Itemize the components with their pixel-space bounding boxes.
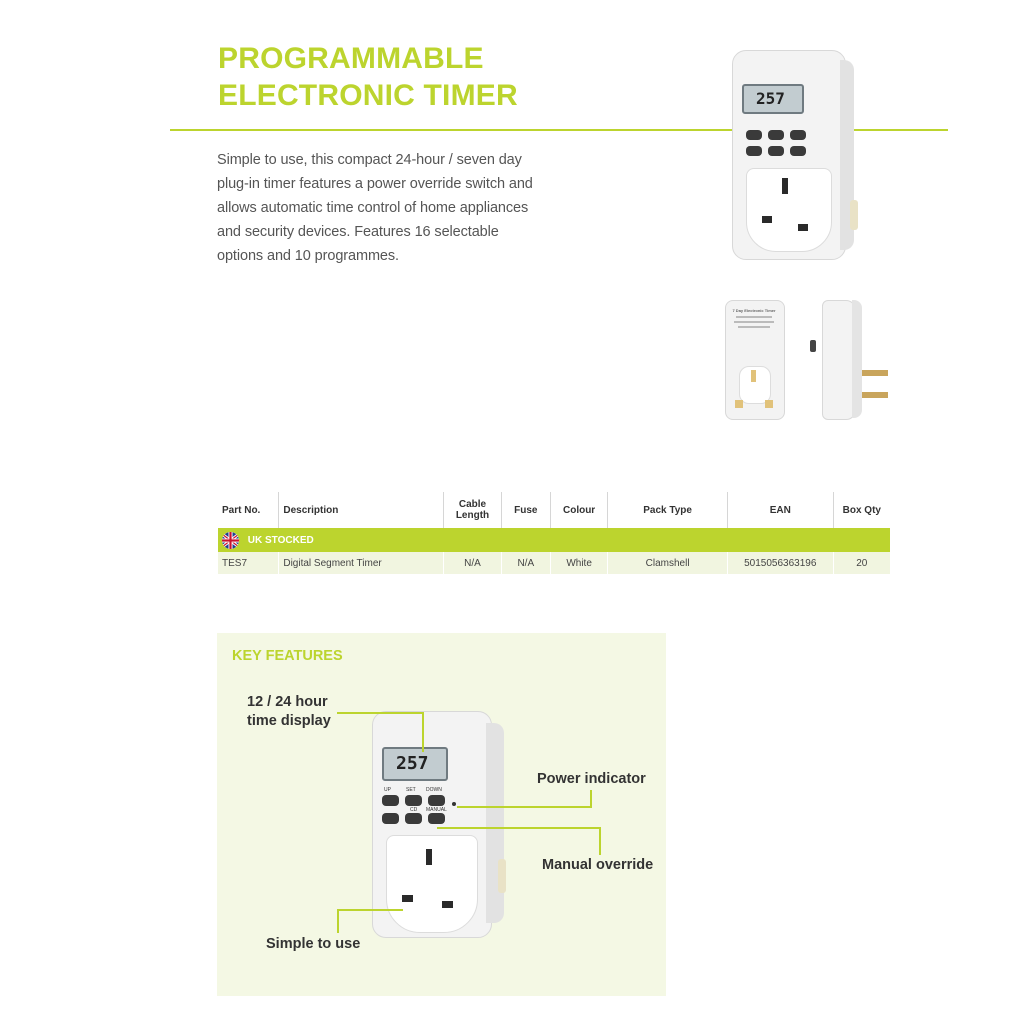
- col-cable-length: Cable Length: [444, 492, 501, 528]
- table-header-row: [218, 492, 890, 528]
- power-indicator-light: [452, 802, 456, 806]
- kf-lcd-display: [382, 747, 448, 781]
- spec-table: [218, 492, 890, 574]
- col-colour: Colour: [550, 492, 607, 528]
- cell-description: Digital Segment Timer: [279, 552, 444, 574]
- lcd-display: [742, 84, 804, 114]
- leader-power-indicator-v: [590, 790, 592, 807]
- leader-simple-h: [337, 909, 403, 911]
- leader-simple-v: [337, 909, 339, 933]
- product-image-rear: [725, 300, 785, 420]
- callout-power-indicator: Power indicator: [537, 771, 646, 787]
- cell-box-qty: 20: [833, 552, 890, 574]
- kf-lcd-text: 257: [396, 753, 429, 774]
- product-description: Simple to use, this compact 24-hour / seven day plug-in timer features a power override switch and allows automatic time control of home appliances and security devices. Features 16 selectable options and 10 programmes.: [217, 152, 533, 264]
- kf-up-label: UP: [384, 787, 391, 793]
- key-features-product-image: [372, 711, 507, 941]
- callout-time-display-line1: 12 / 24 hour: [247, 694, 328, 710]
- kf-button-panel: [382, 787, 452, 831]
- kf-cd-label: CD: [410, 807, 418, 813]
- kf-set-label: SET: [406, 787, 416, 793]
- leader-power-indicator-h: [457, 806, 592, 808]
- title-line-2: ELECTRONIC TIMER: [218, 79, 518, 112]
- col-ean: EAN: [727, 492, 833, 528]
- title-line-1: PROGRAMMABLE: [218, 42, 484, 75]
- leader-manual-override-v: [599, 827, 601, 855]
- callout-time-display-line2: time display: [247, 713, 331, 729]
- cell-ean: 5015056363196: [727, 552, 833, 574]
- col-box-qty: Box Qty: [833, 492, 890, 528]
- col-part-no: Part No.: [222, 504, 261, 516]
- page-title: [218, 40, 518, 114]
- col-description: Description: [279, 492, 444, 528]
- button-panel: [746, 122, 808, 164]
- callout-simple-to-use: Simple to use: [266, 936, 361, 952]
- group-label: UK STOCKED: [247, 534, 314, 546]
- product-image-front: [732, 50, 856, 262]
- callout-time-display: [247, 693, 331, 731]
- cell-colour: White: [550, 552, 607, 574]
- leader-manual-override-h: [437, 827, 600, 829]
- cell-fuse: N/A: [501, 552, 550, 574]
- key-features-panel: [217, 633, 666, 996]
- cell-part-no: TES7: [218, 552, 279, 574]
- leader-time-display-v: [422, 712, 424, 752]
- rear-label-heading: 7 Day Electronic Timer: [732, 308, 776, 313]
- col-pack-type: Pack Type: [608, 492, 728, 528]
- col-fuse: Fuse: [501, 492, 550, 528]
- key-features-title: KEY FEATURES: [232, 648, 343, 664]
- table-row: [218, 552, 890, 574]
- cell-pack-type: Clamshell: [608, 552, 728, 574]
- group-row-uk-stocked: [218, 528, 890, 552]
- product-image-side: [808, 300, 892, 420]
- uk-flag-icon: [222, 532, 239, 549]
- lcd-text: 257: [756, 89, 785, 108]
- leader-time-display-h: [337, 712, 423, 714]
- kf-manual-label: MANUAL: [426, 807, 447, 813]
- callout-manual-override: Manual override: [542, 857, 654, 873]
- kf-down-label: DOWN: [426, 787, 442, 793]
- cell-cable-length: N/A: [444, 552, 501, 574]
